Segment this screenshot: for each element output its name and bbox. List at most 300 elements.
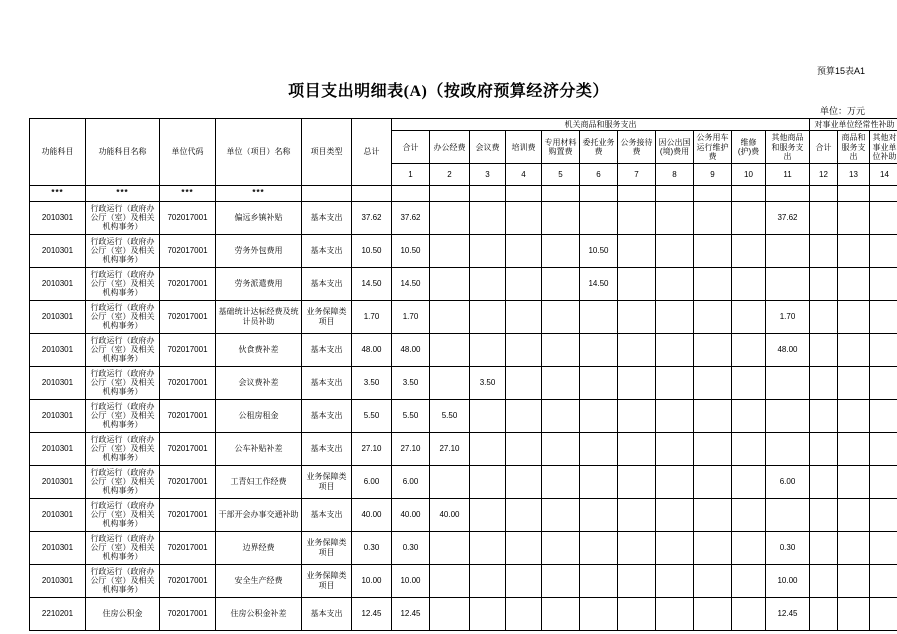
num-col-4: 4 — [506, 164, 542, 185]
cell-entrusted-expense — [580, 465, 618, 498]
cell-entrusted-expense: 14.50 — [580, 267, 618, 300]
cell-subsidy-goods — [838, 201, 870, 234]
cell-other-goods-expense: 6.00 — [766, 465, 810, 498]
cell-vehicle-expense — [694, 531, 732, 564]
cell-total: 12.45 — [352, 597, 392, 630]
table-row — [30, 432, 897, 465]
th-official-vehicle-expense: 公务用车运行维护费 — [694, 131, 732, 164]
cell-function-code: 2010301 — [30, 201, 86, 234]
cell-reception-expense — [618, 432, 656, 465]
cell-goods-total: 10.50 — [392, 234, 430, 267]
cell-unit-code: 702017001 — [160, 465, 216, 498]
cell-subsidy-other — [870, 465, 897, 498]
num-col-6: 6 — [580, 164, 618, 185]
cell-entrusted-expense — [580, 399, 618, 432]
cell-overseas-expense — [656, 531, 694, 564]
cell-vehicle-expense — [694, 498, 732, 531]
cell-vehicle-expense — [694, 201, 732, 234]
summary-other-goods — [766, 185, 810, 201]
cell-subsidy-goods — [838, 267, 870, 300]
cell-unit-code: 702017001 — [160, 498, 216, 531]
cell-function-name: 行政运行（政府办公厅（室）及相关机构事务） — [86, 498, 160, 531]
cell-subsidy-goods — [838, 564, 870, 597]
summary-row — [30, 185, 897, 201]
num-col-3: 3 — [470, 164, 506, 185]
th-subsidy-other: 其他对事业单位补助 — [870, 131, 897, 164]
summary-training — [506, 185, 542, 201]
cell-goods-total: 3.50 — [392, 366, 430, 399]
table-row — [30, 300, 897, 333]
table-body — [30, 185, 897, 630]
cell-total: 6.00 — [352, 465, 392, 498]
cell-project-name: 干部开会办事交通补助 — [216, 498, 302, 531]
cell-subsidy-total — [810, 399, 838, 432]
unit-label: 单位：万元 — [819, 106, 865, 116]
cell-subsidy-goods — [838, 399, 870, 432]
cell-function-code: 2010301 — [30, 366, 86, 399]
cell-goods-total: 12.45 — [392, 597, 430, 630]
cell-subsidy-goods — [838, 531, 870, 564]
summary-material — [542, 185, 580, 201]
th-goods-total: 合计 — [392, 131, 430, 164]
cell-office-expense: 40.00 — [430, 498, 470, 531]
th-total: 总计 — [352, 119, 392, 186]
cell-project-type: 基本支出 — [302, 399, 352, 432]
th-unit-project-name: 单位（项目）名称 — [216, 119, 302, 186]
cell-project-name: 偏远乡镇补贴 — [216, 201, 302, 234]
th-function-code: 功能科目 — [30, 119, 86, 186]
cell-material-expense — [542, 597, 580, 630]
cell-reception-expense — [618, 333, 656, 366]
cell-subsidy-goods — [838, 333, 870, 366]
cell-office-expense — [430, 597, 470, 630]
table-row — [30, 465, 897, 498]
cell-meeting-expense — [470, 201, 506, 234]
cell-project-type: 基本支出 — [302, 234, 352, 267]
cell-total: 27.10 — [352, 432, 392, 465]
th-office-expense: 办公经费 — [430, 131, 470, 164]
cell-maintenance-expense — [732, 531, 766, 564]
cell-vehicle-expense — [694, 465, 732, 498]
cell-overseas-expense — [656, 564, 694, 597]
cell-maintenance-expense — [732, 333, 766, 366]
cell-project-name: 基础统计达标经费及统计员补助 — [216, 300, 302, 333]
cell-subsidy-other — [870, 597, 897, 630]
cell-subsidy-other — [870, 300, 897, 333]
cell-office-expense — [430, 300, 470, 333]
cell-overseas-expense — [656, 432, 694, 465]
cell-reception-expense — [618, 300, 656, 333]
cell-project-type: 基本支出 — [302, 333, 352, 366]
cell-subsidy-total — [810, 432, 838, 465]
cell-function-name: 行政运行（政府办公厅（室）及相关机构事务） — [86, 267, 160, 300]
cell-meeting-expense — [470, 465, 506, 498]
cell-function-code: 2010301 — [30, 564, 86, 597]
cell-entrusted-expense — [580, 564, 618, 597]
cell-material-expense — [542, 564, 580, 597]
cell-other-goods-expense: 48.00 — [766, 333, 810, 366]
cell-material-expense — [542, 432, 580, 465]
summary-entrust — [580, 185, 618, 201]
table-row — [30, 564, 897, 597]
cell-reception-expense — [618, 366, 656, 399]
cell-subsidy-total — [810, 564, 838, 597]
cell-entrusted-expense — [580, 498, 618, 531]
cell-subsidy-total — [810, 234, 838, 267]
cell-total: 10.00 — [352, 564, 392, 597]
cell-training-expense — [506, 399, 542, 432]
summary-unit-project-name: *** — [216, 185, 302, 201]
cell-total: 0.30 — [352, 531, 392, 564]
cell-function-code: 2010301 — [30, 531, 86, 564]
num-col-14: 14 — [870, 164, 897, 185]
cell-other-goods-expense: 12.45 — [766, 597, 810, 630]
summary-subsidy-total — [810, 185, 838, 201]
cell-project-name: 住房公积金补差 — [216, 597, 302, 630]
num-col-11: 11 — [766, 164, 810, 185]
cell-subsidy-total — [810, 267, 838, 300]
cell-entrusted-expense — [580, 597, 618, 630]
cell-goods-total: 10.00 — [392, 564, 430, 597]
cell-material-expense — [542, 234, 580, 267]
cell-entrusted-expense — [580, 300, 618, 333]
cell-unit-code: 702017001 — [160, 234, 216, 267]
cell-function-name: 行政运行（政府办公厅（室）及相关机构事务） — [86, 300, 160, 333]
cell-training-expense — [506, 366, 542, 399]
cell-training-expense — [506, 597, 542, 630]
cell-total: 3.50 — [352, 366, 392, 399]
cell-vehicle-expense — [694, 432, 732, 465]
cell-material-expense — [542, 498, 580, 531]
th-group-goods-services: 机关商品和服务支出 — [392, 119, 810, 131]
cell-vehicle-expense — [694, 333, 732, 366]
summary-reception — [618, 185, 656, 201]
num-col-12: 12 — [810, 164, 838, 185]
th-meeting-expense: 会议费 — [470, 131, 506, 164]
num-col-10: 10 — [732, 164, 766, 185]
cell-entrusted-expense — [580, 432, 618, 465]
cell-total: 14.50 — [352, 267, 392, 300]
cell-function-name: 行政运行（政府办公厅（室）及相关机构事务） — [86, 333, 160, 366]
cell-subsidy-other — [870, 564, 897, 597]
cell-reception-expense — [618, 267, 656, 300]
table-row — [30, 399, 897, 432]
cell-unit-code: 702017001 — [160, 201, 216, 234]
cell-vehicle-expense — [694, 300, 732, 333]
cell-subsidy-total — [810, 300, 838, 333]
cell-project-type: 基本支出 — [302, 201, 352, 234]
summary-meeting — [470, 185, 506, 201]
expenditure-detail-table — [29, 118, 897, 631]
cell-reception-expense — [618, 498, 656, 531]
th-entrusted-business-expense: 委托业务费 — [580, 131, 618, 164]
cell-overseas-expense — [656, 465, 694, 498]
cell-office-expense — [430, 234, 470, 267]
cell-subsidy-total — [810, 333, 838, 366]
cell-vehicle-expense — [694, 267, 732, 300]
th-training-expense: 培训费 — [506, 131, 542, 164]
cell-function-name: 行政运行（政府办公厅（室）及相关机构事务） — [86, 531, 160, 564]
cell-project-type: 业务保障类项目 — [302, 531, 352, 564]
cell-material-expense — [542, 267, 580, 300]
cell-office-expense — [430, 366, 470, 399]
cell-overseas-expense — [656, 267, 694, 300]
th-project-type: 项目类型 — [302, 119, 352, 186]
table-row — [30, 366, 897, 399]
cell-maintenance-expense — [732, 465, 766, 498]
cell-entrusted-expense — [580, 201, 618, 234]
cell-material-expense — [542, 201, 580, 234]
cell-maintenance-expense — [732, 564, 766, 597]
cell-function-code: 2210201 — [30, 597, 86, 630]
cell-meeting-expense — [470, 498, 506, 531]
th-subsidy-total: 合计 — [810, 131, 838, 164]
cell-function-code: 2010301 — [30, 498, 86, 531]
num-col-13: 13 — [838, 164, 870, 185]
cell-unit-code: 702017001 — [160, 333, 216, 366]
cell-office-expense — [430, 531, 470, 564]
cell-vehicle-expense — [694, 564, 732, 597]
cell-material-expense — [542, 399, 580, 432]
num-col-8: 8 — [656, 164, 694, 185]
summary-abroad — [656, 185, 694, 201]
cell-unit-code: 702017001 — [160, 300, 216, 333]
table-row — [30, 498, 897, 531]
cell-office-expense — [430, 201, 470, 234]
cell-other-goods-expense — [766, 498, 810, 531]
cell-office-expense — [430, 267, 470, 300]
cell-unit-code: 702017001 — [160, 366, 216, 399]
summary-office — [430, 185, 470, 201]
cell-function-code: 2010301 — [30, 399, 86, 432]
th-other-goods-services-expense: 其他商品和服务支出 — [766, 131, 810, 164]
cell-training-expense — [506, 564, 542, 597]
cell-subsidy-total — [810, 597, 838, 630]
cell-function-name: 行政运行（政府办公厅（室）及相关机构事务） — [86, 399, 160, 432]
cell-total: 48.00 — [352, 333, 392, 366]
cell-project-type: 基本支出 — [302, 366, 352, 399]
cell-goods-total: 37.62 — [392, 201, 430, 234]
cell-vehicle-expense — [694, 234, 732, 267]
cell-material-expense — [542, 366, 580, 399]
cell-overseas-expense — [656, 234, 694, 267]
cell-goods-total: 6.00 — [392, 465, 430, 498]
cell-meeting-expense — [470, 399, 506, 432]
cell-other-goods-expense: 10.00 — [766, 564, 810, 597]
summary-project-type — [302, 185, 352, 201]
cell-other-goods-expense: 37.62 — [766, 201, 810, 234]
th-subsidy-goods-services: 商品和服务支出 — [838, 131, 870, 164]
cell-reception-expense — [618, 465, 656, 498]
cell-project-type: 业务保障类项目 — [302, 564, 352, 597]
cell-project-name: 工青妇工作经费 — [216, 465, 302, 498]
cell-subsidy-goods — [838, 465, 870, 498]
cell-project-name: 会议费补差 — [216, 366, 302, 399]
cell-function-code: 2010301 — [30, 234, 86, 267]
cell-total: 5.50 — [352, 399, 392, 432]
cell-entrusted-expense: 10.50 — [580, 234, 618, 267]
cell-function-code: 2010301 — [30, 465, 86, 498]
cell-project-type: 业务保障类项目 — [302, 465, 352, 498]
cell-overseas-expense — [656, 201, 694, 234]
cell-total: 37.62 — [352, 201, 392, 234]
cell-overseas-expense — [656, 366, 694, 399]
cell-project-name: 劳务外包费用 — [216, 234, 302, 267]
summary-function-code: *** — [30, 185, 86, 201]
cell-maintenance-expense — [732, 201, 766, 234]
cell-training-expense — [506, 300, 542, 333]
cell-project-name: 公租房租金 — [216, 399, 302, 432]
cell-maintenance-expense — [732, 234, 766, 267]
table-row — [30, 333, 897, 366]
table-row — [30, 267, 897, 300]
cell-function-code: 2010301 — [30, 300, 86, 333]
cell-project-type: 基本支出 — [302, 432, 352, 465]
num-col-9: 9 — [694, 164, 732, 185]
cell-subsidy-other — [870, 201, 897, 234]
cell-other-goods-expense — [766, 366, 810, 399]
cell-overseas-expense — [656, 399, 694, 432]
cell-subsidy-other — [870, 267, 897, 300]
cell-maintenance-expense — [732, 300, 766, 333]
num-col-7: 7 — [618, 164, 656, 185]
cell-goods-total: 5.50 — [392, 399, 430, 432]
cell-unit-code: 702017001 — [160, 399, 216, 432]
cell-meeting-expense — [470, 234, 506, 267]
th-material-purchase-expense: 专用材料购置费 — [542, 131, 580, 164]
cell-material-expense — [542, 531, 580, 564]
cell-entrusted-expense — [580, 366, 618, 399]
cell-total: 1.70 — [352, 300, 392, 333]
cell-unit-code: 702017001 — [160, 597, 216, 630]
cell-goods-total: 40.00 — [392, 498, 430, 531]
cell-entrusted-expense — [580, 333, 618, 366]
cell-subsidy-other — [870, 432, 897, 465]
cell-entrusted-expense — [580, 531, 618, 564]
table-row — [30, 234, 897, 267]
cell-overseas-expense — [656, 333, 694, 366]
cell-maintenance-expense — [732, 498, 766, 531]
table-head — [30, 119, 897, 186]
cell-subsidy-total — [810, 531, 838, 564]
cell-function-name: 行政运行（政府办公厅（室）及相关机构事务） — [86, 564, 160, 597]
th-official-reception-expense: 公务接待费 — [618, 131, 656, 164]
cell-function-name: 行政运行（政府办公厅（室）及相关机构事务） — [86, 234, 160, 267]
cell-subsidy-other — [870, 498, 897, 531]
cell-total: 10.50 — [352, 234, 392, 267]
cell-project-name: 安全生产经费 — [216, 564, 302, 597]
cell-subsidy-goods — [838, 432, 870, 465]
cell-meeting-expense — [470, 432, 506, 465]
cell-training-expense — [506, 267, 542, 300]
cell-reception-expense — [618, 564, 656, 597]
cell-unit-code: 702017001 — [160, 531, 216, 564]
summary-unit-code: *** — [160, 185, 216, 201]
cell-subsidy-goods — [838, 597, 870, 630]
num-col-5: 5 — [542, 164, 580, 185]
cell-project-type: 基本支出 — [302, 498, 352, 531]
cell-subsidy-total — [810, 366, 838, 399]
cell-unit-code: 702017001 — [160, 432, 216, 465]
cell-subsidy-other — [870, 366, 897, 399]
header-row-group — [30, 119, 897, 131]
cell-project-name: 公车补贴补差 — [216, 432, 302, 465]
cell-meeting-expense: 3.50 — [470, 366, 506, 399]
cell-subsidy-total — [810, 201, 838, 234]
cell-meeting-expense — [470, 531, 506, 564]
summary-function-name: *** — [86, 185, 160, 201]
cell-maintenance-expense — [732, 597, 766, 630]
cell-overseas-expense — [656, 498, 694, 531]
cell-overseas-expense — [656, 597, 694, 630]
cell-subsidy-total — [810, 465, 838, 498]
cell-training-expense — [506, 333, 542, 366]
cell-function-name: 行政运行（政府办公厅（室）及相关机构事务） — [86, 465, 160, 498]
cell-function-name: 住房公积金 — [86, 597, 160, 630]
th-maintenance-expense: 维修(护)费 — [732, 131, 766, 164]
cell-reception-expense — [618, 201, 656, 234]
summary-vehicle — [694, 185, 732, 201]
cell-vehicle-expense — [694, 399, 732, 432]
summary-subsidy-other — [870, 185, 897, 201]
cell-function-code: 2010301 — [30, 432, 86, 465]
cell-project-name: 边界经费 — [216, 531, 302, 564]
cell-office-expense: 27.10 — [430, 432, 470, 465]
cell-goods-total: 27.10 — [392, 432, 430, 465]
cell-subsidy-goods — [838, 498, 870, 531]
cell-project-name: 劳务派遣费用 — [216, 267, 302, 300]
cell-function-code: 2010301 — [30, 333, 86, 366]
th-unit-code: 单位代码 — [160, 119, 216, 186]
cell-training-expense — [506, 201, 542, 234]
cell-subsidy-other — [870, 234, 897, 267]
table-row — [30, 531, 897, 564]
th-group-subsidy: 对事业单位经常性补助 — [810, 119, 897, 131]
cell-subsidy-goods — [838, 300, 870, 333]
cell-other-goods-expense — [766, 399, 810, 432]
cell-other-goods-expense: 1.70 — [766, 300, 810, 333]
cell-reception-expense — [618, 234, 656, 267]
cell-subsidy-goods — [838, 234, 870, 267]
th-function-name: 功能科目名称 — [86, 119, 160, 186]
cell-project-type: 基本支出 — [302, 597, 352, 630]
cell-vehicle-expense — [694, 597, 732, 630]
cell-maintenance-expense — [732, 267, 766, 300]
cell-goods-total: 1.70 — [392, 300, 430, 333]
cell-subsidy-other — [870, 531, 897, 564]
table-row — [30, 597, 897, 630]
cell-maintenance-expense — [732, 399, 766, 432]
cell-maintenance-expense — [732, 366, 766, 399]
cell-training-expense — [506, 234, 542, 267]
summary-repair — [732, 185, 766, 201]
cell-function-name: 行政运行（政府办公厅（室）及相关机构事务） — [86, 432, 160, 465]
cell-material-expense — [542, 333, 580, 366]
cell-training-expense — [506, 531, 542, 564]
cell-training-expense — [506, 432, 542, 465]
cell-overseas-expense — [656, 300, 694, 333]
summary-total — [352, 185, 392, 201]
cell-office-expense: 5.50 — [430, 399, 470, 432]
cell-goods-total: 14.50 — [392, 267, 430, 300]
cell-project-type: 基本支出 — [302, 267, 352, 300]
cell-office-expense — [430, 333, 470, 366]
cell-meeting-expense — [470, 300, 506, 333]
cell-function-name: 行政运行（政府办公厅（室）及相关机构事务） — [86, 201, 160, 234]
cell-goods-total: 0.30 — [392, 531, 430, 564]
cell-function-name: 行政运行（政府办公厅（室）及相关机构事务） — [86, 366, 160, 399]
cell-meeting-expense — [470, 597, 506, 630]
